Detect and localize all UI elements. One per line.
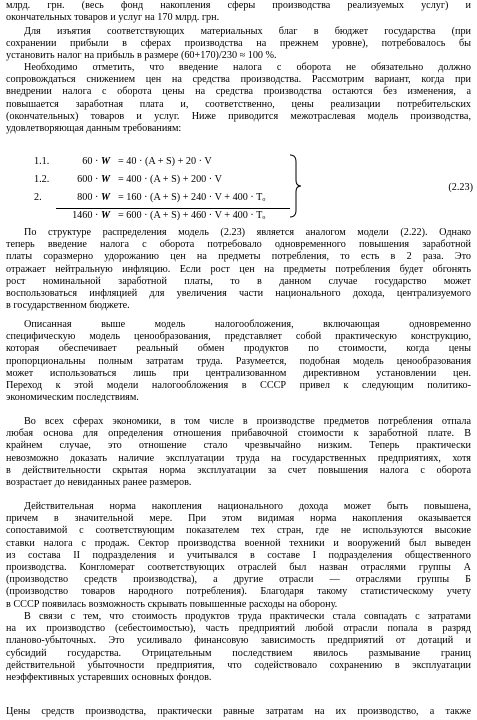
text-line: из состава II подразделения и учитывался в составе I подразделения общественного	[6, 549, 471, 561]
text-line: Цены средств производства, практически равные затратам на их производство, а также	[6, 706, 471, 717]
text-line: В связи с тем, что стоимость продуктов труда практически стала совпадать с затратами	[24, 611, 471, 622]
equation-index: 1.2.	[34, 174, 50, 185]
text-line: неэффективных устаревших основных фондов.	[6, 672, 212, 683]
equation-lhs	[58, 156, 110, 167]
text-line: удовлетворяющая данным требованиям:	[6, 123, 182, 134]
equation-brace	[288, 154, 302, 218]
equation-row	[34, 156, 212, 167]
text-line: (производство средств производства), а другие отрасли — отраслями группы Б	[6, 574, 471, 586]
equation-rhs: = 40 · (A + S) + 20 · V	[118, 156, 212, 167]
equation-rhs: = 160 · (A + S) + 240 · V + 400 · Tₒ	[118, 192, 266, 203]
text-line: возрастает до невиданных ранее размеров.	[6, 477, 192, 488]
equation-lhs-coef: 60 ·	[82, 156, 99, 167]
equation-sum-line	[56, 208, 290, 209]
text-line: которая обеспечивает реальный обмен продуктов по стоимости, когда цены	[6, 343, 471, 355]
text-line: сопоставимой с соответствующим показателем тех стран, где не используются высокие	[6, 525, 471, 537]
text-line: причем в значительной мере. При этом видимая норма накопления оказывается	[6, 513, 471, 525]
text-line: (производство товаров народного потребления). Благодаря такому статистическому учету	[6, 586, 471, 598]
text-line: платы соразмерно удорожанию цен на предметы потребления, то есть в 2 раза. Это	[6, 251, 471, 263]
text-line: (окончательных) товаров и услуг. Ниже приводится межотраслевая модель производства,	[6, 110, 471, 122]
text-line: теперь введение налога с оборота потребовало одновременного повышения заработной	[6, 239, 471, 251]
text-line: установить налог на прибыль в размере (60+170)/230 ≈ 100 %.	[6, 50, 277, 62]
equation-lhs-var: W	[100, 174, 110, 185]
equation-row	[34, 192, 265, 203]
text-line: экономическим последствиям.	[6, 392, 139, 404]
text-line: специфическую модель ценообразования, представляет собой практическую конструкцию,	[6, 331, 471, 343]
text-line: планово-убыточных. Это усиливало финансовую зависимость предприятий от дотаций и	[6, 635, 471, 647]
equation-lhs-coef: 600 ·	[77, 174, 99, 185]
text-line: повышается заработная плата и, соответственно, цены реализации потребительских	[6, 98, 471, 110]
text-line: любая основа для определения отношения прибавочной стоимости к заработной плате. В	[6, 428, 471, 440]
text-line: невозможно доказать наличие эксплуатации труда на государственных предприятиях, хотя	[6, 452, 471, 464]
equation-row	[34, 210, 265, 221]
text-line: рост номинальной заработной платы, то в данном случае государство может	[6, 275, 471, 287]
text-line: Действительная норма накопления национального дохода может быть повышена,	[24, 501, 471, 512]
text-line: в действительности скрытая норма эксплуатации за счет повышения налога с оборота	[6, 464, 471, 476]
equation-lhs-coef: 1460 ·	[72, 210, 99, 221]
equation-lhs-var: W	[100, 156, 110, 167]
text-line: в СССР появилась возможность скрывать повышенные расходы на оборону.	[6, 598, 338, 610]
equation-lhs	[58, 210, 110, 221]
equation-lhs-var: W	[100, 210, 110, 221]
text-line: воспользоваться инфляцией для увеличения части национального дохода, централизуемого	[6, 288, 471, 299]
equation-row	[34, 174, 222, 185]
equation-index: 2.	[34, 192, 42, 203]
text-line: внедрении налога с оборота цены на средства производства остаются без изменения, а	[6, 86, 471, 98]
text-line: субсидий государства. Отрицательным последствием явилось размывание границ	[6, 647, 471, 659]
text-line: Описанная выше модель налогообложения, включающая одновременно	[24, 319, 471, 330]
text-line: на их производство (себестоимостью), часть предприятий любой отрасли попала в разряд	[6, 623, 471, 635]
equation-rhs: = 600 · (A + S) + 460 · V + 400 · Tₒ	[118, 210, 266, 221]
equation-index: 1.1.	[34, 156, 50, 167]
text-line: Необходимо отметить, что введение налога с оборота не обязательно должно	[24, 62, 471, 73]
text-line: пропорциональны полным затратам труда. Разумеется, подобная модель ценообразования	[6, 355, 471, 367]
equation-lhs-coef: 800 ·	[77, 192, 99, 203]
equation-lhs	[58, 174, 110, 185]
text-line: может использоваться лишь при централизованном директивном установлении цен.	[6, 367, 471, 379]
equation-lhs	[58, 192, 110, 203]
equation-rhs: = 400 · (A + S) + 200 · V	[118, 174, 222, 185]
text-line: отражает нейтральную инфляцию. Если рост цен на предметы потребления будет обгонять	[6, 263, 471, 275]
text-line: сохранении прибыли в сферах производства на прежнем уровне), потребовалось бы	[6, 38, 471, 50]
text-line: ставки налога с продаж. Сектор производства военной техники и вооружений был выведен	[6, 537, 471, 549]
text-line: окончательных товаров и услуг на 170 млрд. грн.	[6, 12, 220, 24]
equation-lhs-var: W	[100, 192, 110, 203]
text-line: действительной убыточности предприятия, что содействовало сохранению в эксплуатации	[6, 659, 471, 671]
equation-number: (2.23)	[448, 182, 473, 193]
text-line: производства. Конгломерат соответствующих отраслей был назван отраслями группы А	[6, 562, 471, 573]
text-line: Переход к этой модели налогообложения в СССР привел к следующим политико-	[6, 380, 471, 391]
text-line: в государственном бюджете.	[6, 300, 130, 312]
text-line: крайнем случае, это отношение стало чрезвычайно низким. Теперь практически	[6, 440, 471, 452]
text-line: сопровождаться снижением цен на средства производства. Рассмотрим вариант, когда при	[6, 74, 471, 86]
text-line: Для изъятия соответствующих материальных благ в бюджет государства (при	[24, 26, 471, 37]
text-line: млрд. грн. (весь фонд накопления сферы производства реализуемых услуг) и	[6, 0, 471, 11]
text-line: Во всех сферах экономики, в том числе в производстве предметов потребления отпала	[24, 416, 471, 427]
text-line: По структуре распределения модель (2.23) является аналогом модели (2.22). Однако	[24, 227, 471, 238]
